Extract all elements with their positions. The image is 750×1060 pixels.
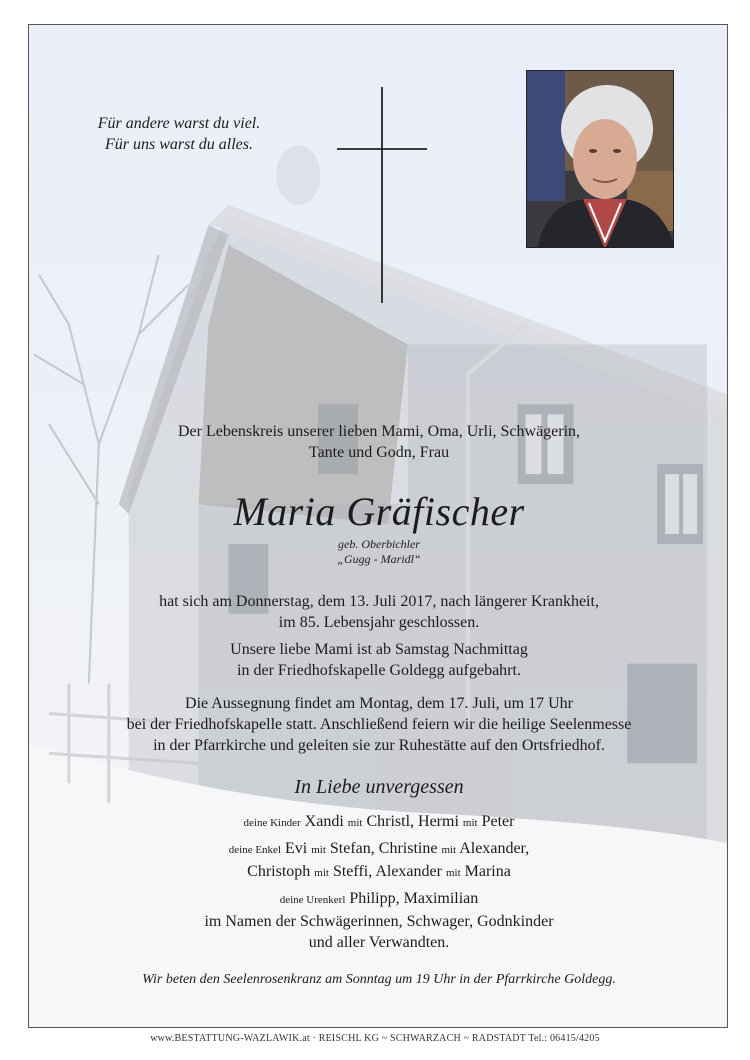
funeral-line-2: bei der Friedhofskapelle statt. Anschließend feiern wir die heilige Seelenmesse — [126, 716, 632, 733]
relatives-notice — [29, 911, 728, 953]
grandchildren-line-1: deine Enkel Evi mit Stefan, Christine mit Alexander, — [228, 840, 530, 857]
rosary-notice: Wir beten den Seelenrosenkranz am Sonntag um 19 Uhr in der Pfarrkirche Goldegg. — [142, 972, 616, 987]
cross-icon — [337, 87, 427, 303]
death-notice — [29, 591, 728, 633]
funeral-line-3: in der Pfarrkirche und geleiten sie zur Ruhestätte auf den Ortsfriedhof. — [153, 737, 605, 754]
children-line: deine Kinder Xandi mit Christl, Hermi mit Peter — [243, 813, 515, 830]
maiden-name: geb. Oberbichler — [338, 537, 420, 551]
grandchildren-line-2: Christoph mit Steffi, Alexander mit Marina — [247, 863, 511, 880]
relatives-line-2: und aller Verwandten. — [308, 934, 450, 951]
viewing-notice — [29, 639, 728, 681]
intro-line-2: Tante und Godn, Frau — [308, 444, 450, 461]
motto-line-1: Für andere warst du viel. — [97, 115, 261, 132]
funeral-line-1: Die Aussegnung findet am Montag, dem 17. Juli, um 17 Uhr — [185, 695, 573, 712]
death-line-1: hat sich am Donnerstag, dem 13. Juli 2017, nach längerer Krankheit, — [159, 593, 599, 610]
portrait-photo — [526, 70, 674, 248]
deceased-name: Maria Gräfischer — [233, 489, 525, 534]
motto-line-2: Für uns warst du alles. — [104, 136, 253, 153]
great-grandchildren-line: deine Urenkerl Philipp, Maximilian — [279, 890, 479, 907]
mourners-heading: In Liebe unvergessen — [294, 776, 464, 798]
relatives-line-1: im Namen der Schwägerinnen, Schwager, Godnkinder — [204, 913, 554, 930]
nickname: „Gugg - Maridl“ — [337, 552, 421, 566]
mourners-list — [29, 811, 728, 911]
funeral-notice — [29, 693, 728, 756]
viewing-line-1: Unsere liebe Mami ist ab Samstag Nachmittag — [230, 641, 528, 658]
intro-line-1: Der Lebenskreis unserer lieben Mami, Oma, Urli, Schwägerin, — [177, 423, 581, 440]
funeral-home-footer: www.BESTATTUNG-WAZLAWIK.at · REISCHL KG ~ SCHWARZACH ~ RADSTADT Tel.: 06415/4205 — [150, 1033, 600, 1044]
obituary-frame — [28, 24, 728, 1028]
intro-text — [29, 421, 728, 463]
viewing-line-2: in der Friedhofskapelle Goldegg aufgebahrt. — [237, 662, 521, 679]
motto-verse — [79, 113, 279, 155]
death-line-2: im 85. Lebensjahr geschlossen. — [278, 614, 480, 631]
deceased-details — [29, 537, 728, 567]
